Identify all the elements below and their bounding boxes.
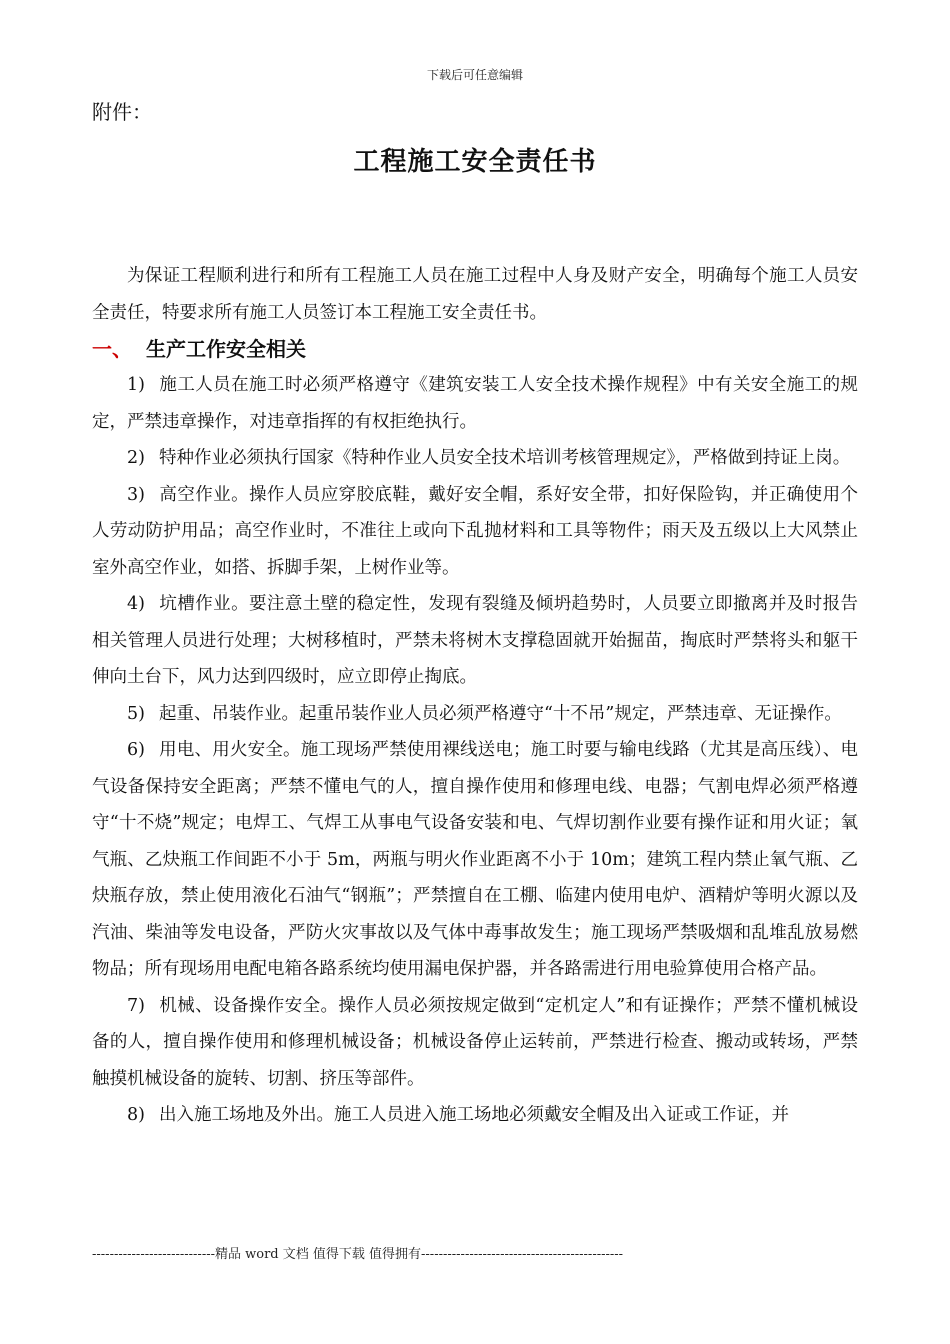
item-number: 5)	[127, 703, 145, 724]
item-text: 特种作业必须执行国家《特种作业人员安全技术培训考核管理规定》，严格做到持证上岗。	[158, 448, 851, 468]
list-item	[92, 988, 858, 1098]
list-item	[92, 732, 858, 988]
item-text: 高空作业。操作人员应穿胶底鞋，戴好安全帽，系好安全带，扣好保险钩，并正确使用个人劳动防护用品；高空作业时，不准往上或向下乱抛材料和工具等物件；雨天及五级以上大风禁止室外高空作业，如搭、拆脚手架，上树作业等。	[92, 484, 858, 578]
item-number: 2)	[127, 448, 145, 468]
item-number: 7)	[127, 995, 145, 1016]
item-text: 出入施工场地及外出。施工人员进入施工场地必须戴安全帽及出入证或工作证，并	[158, 1105, 789, 1125]
document-body	[92, 258, 858, 1134]
item-number: 3)	[127, 484, 145, 505]
item-number: 6)	[127, 740, 145, 760]
footer-note: ----------------------------精品 word 文档 值得下载 值得拥有----------------------------------------------	[92, 1247, 624, 1262]
list-item	[92, 586, 858, 696]
section-number: 一、	[92, 337, 132, 361]
section-title: 生产工作安全相关	[146, 337, 306, 361]
section-heading	[92, 331, 858, 367]
item-text: 机械、设备操作安全。操作人员必须按规定做到“定机定人”和有证操作；严禁不懂机械设备的人，擅自操作使用和修理机械设备；机械设备停止运转前，严禁进行检查、搬动或转场，严禁触摸机械设备的旋转、切割、挤压等部件。	[92, 995, 858, 1089]
header-note: 下载后可任意编辑	[426, 68, 523, 82]
list-item	[92, 477, 858, 587]
item-text: 用电、用火安全。施工现场严禁使用裸线送电；施工时要与输电线路（尤其是高压线）、电气设备保持安全距离；严禁不懂电气的人，擅自操作使用和修理电线、电器；气割电焊必须严格遵守“十不烧”规定；电焊工、气焊工从事电气设备安装和电、气焊切割作业要有操作证和用火证；氧气瓶、乙炔瓶工作间距不小于 5m，两瓶与明火作业距离不小于 10m；建筑工程内禁止氧气瓶、乙炔瓶存放，禁止使用液化石油气“钢瓶”；严禁擅自在工棚、临建内使用电炉、酒精炉等明火源以及汽油、柴油等发电设备，严防火灾事故以及气体中毒事故发生；施工现场严禁吸烟和乱堆乱放易燃物品；所有现场用电配电箱各路系统均使用漏电保护器，并各路需进行用电验算使用合格产品。	[92, 740, 858, 979]
item-text: 坑槽作业。要注意土壁的稳定性，发现有裂缝及倾坍趋势时，人员要立即撤离并及时报告相关管理人员进行处理；大树移植时，严禁未将树木支撑稳固就开始掘苗，掏底时严禁将头和躯干伸向土台下，风力达到四级时，应立即停止掏底。	[92, 594, 858, 687]
list-item	[92, 1097, 858, 1134]
item-text: 起重、吊装作业。起重吊装作业人员必须严格遵守“十不吊”规定，严禁违章、无证操作。	[158, 703, 842, 724]
attachment-label: 附件：	[92, 100, 152, 124]
item-number: 8)	[127, 1105, 145, 1125]
item-text: 施工人员在施工时必须严格遵守《建筑安装工人安全技术操作规程》中有关安全施工的规定，严禁违章操作，对违章指挥的有权拒绝执行。	[92, 375, 858, 432]
document-title: 工程施工安全责任书	[353, 147, 597, 177]
item-number: 4)	[127, 594, 145, 614]
list-item	[92, 696, 858, 733]
list-item	[92, 367, 858, 440]
item-number: 1)	[127, 375, 145, 395]
list-item	[92, 440, 858, 477]
intro-paragraph: 为保证工程顺利进行和所有工程施工人员在施工过程中人身及财产安全，明确每个施工人员安全责任，特要求所有施工人员签订本工程施工安全责任书。	[92, 266, 858, 323]
